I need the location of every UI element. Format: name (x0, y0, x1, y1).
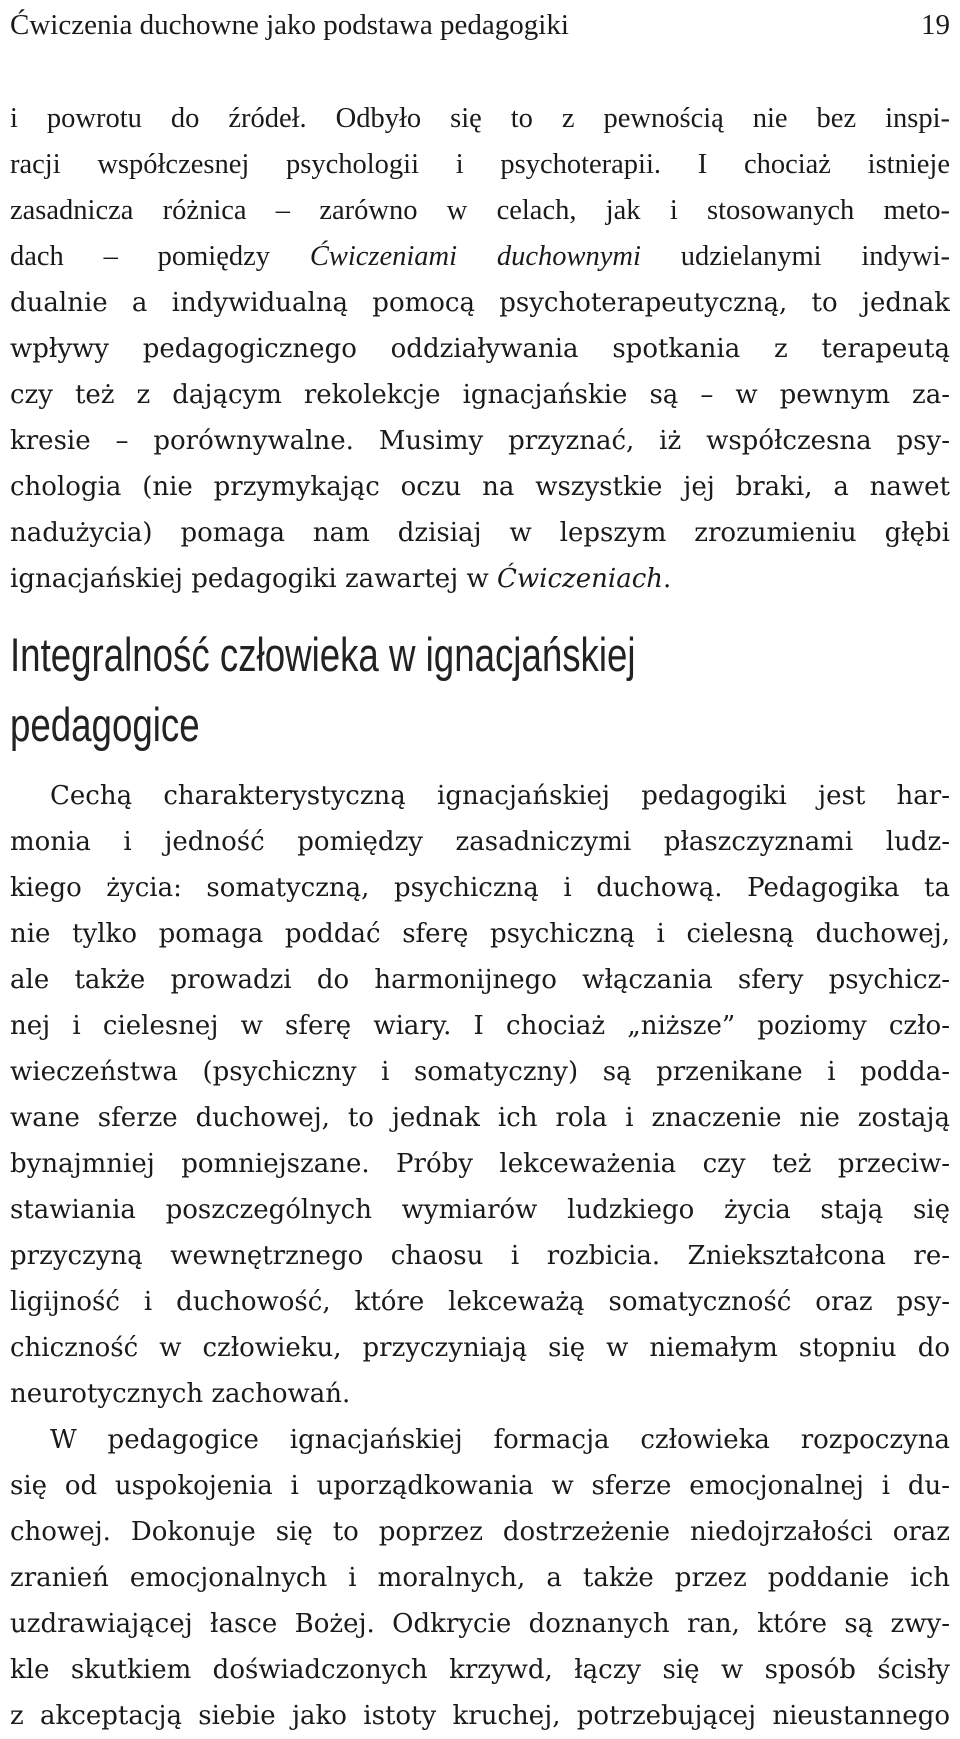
text-line: się od uspokojenia i uporządkowania w sferze emocjonalnej i du- (10, 1471, 950, 1501)
text-line: przyczyną wewnętrznego chaosu i rozbicia. Zniekształcona re- (10, 1241, 950, 1271)
text-line: nie tylko pomaga poddać sferę psychiczną i cielesną duchowej, (10, 919, 950, 949)
section-heading (10, 620, 743, 760)
text-line: zasadnicza różnica – zarówno w celach, jak i stosowanych meto- (10, 195, 950, 226)
text-line: bynajmniej pomniejszane. Próby lekceważenia czy też przeciw- (10, 1149, 950, 1179)
text-line: chowej. Dokonuje się to poprzez dostrzeżenie niedojrzałości oraz (10, 1517, 950, 1547)
paragraph-continuation (10, 96, 950, 602)
text-line: wpływy pedagogicznego oddziaływania spotkania z terapeutą (10, 334, 950, 364)
text-line: czy też z dającym rekolekcje ignacjańskie są – w pewnym za- (10, 380, 950, 410)
text-line: ignacjańskiej pedagogiki zawartej w Ćwiczeniach. (10, 564, 672, 594)
text-line: nej i cielesnej w sferę wiary. I chociaż „niższe” poziomy czło- (10, 1011, 950, 1041)
text-line: kresie – porównywalne. Musimy przyznać, iż współczesna psy- (10, 426, 950, 456)
running-header (10, 4, 950, 46)
text-line: Cechą charakterystyczną ignacjańskiej pedagogiki jest har- (50, 781, 950, 811)
italic-title: Ćwiczeniach (497, 564, 664, 594)
text-line: ligijność i duchowość, które lekceważą somatyczność oraz psy- (10, 1287, 950, 1317)
text-line: kle skutkiem doświadczonych krzywd, łączy się w sposób ścisły (10, 1655, 950, 1685)
text-line: chologia (nie przymykając oczu na wszystkie jej braki, a nawet (10, 472, 950, 502)
paragraph-integrality (10, 773, 950, 1417)
italic-title: Ćwiczeniami duchownymi (309, 241, 641, 272)
text-line: wieczeństwa (psychiczny i somatyczny) są przenikane i podda- (10, 1057, 950, 1087)
section-heading-line: Integralność człowieka w ignacjańskiej (10, 628, 636, 681)
text-line: kiego życia: somatyczną, psychiczną i duchową. Pedagogika ta (10, 873, 950, 903)
text-line: uzdrawiającej łasce Bożej. Odkrycie doznanych ran, które są zwy- (10, 1609, 950, 1639)
text-line: ale także prowadzi do harmonijnego włączania sfery psychicz- (10, 965, 950, 995)
running-header-title: Ćwiczenia duchowne jako podstawa pedagogiki (10, 9, 569, 41)
text-line: monia i jedność pomiędzy zasadniczymi płaszczyznami ludz- (10, 827, 950, 857)
text-line: chiczność w człowieku, przyczyniają się w niemałym stopniu do (10, 1333, 950, 1363)
text-line: i powrotu do źródeł. Odbyło się to z pewnością nie bez inspi- (10, 103, 950, 134)
text-line: stawiania poszczególnych wymiarów ludzkiego życia stają się (10, 1195, 950, 1225)
section-heading-line: pedagogice (10, 698, 200, 751)
text-line: dualnie a indywidualną pomocą psychoterapeutyczną, to jednak (10, 288, 950, 318)
page-number: 19 (921, 9, 950, 41)
text-line: z akceptacją siebie jako istoty kruchej, potrzebującej nieustannego (10, 1701, 950, 1731)
text-line: dach – pomiędzy Ćwiczeniami duchownymi udzielanymi indywi- (10, 241, 950, 272)
text-line: racji współczesnej psychologii i psychoterapii. I chociaż istnieje (10, 149, 950, 180)
text-line: W pedagogice ignacjańskiej formacja człowieka rozpoczyna (50, 1425, 950, 1455)
text-line: nadużycia) pomaga nam dzisiaj w lepszym zrozumieniu głębi (10, 518, 950, 548)
text-line: zranień emocjonalnych i moralnych, a także przez poddanie ich (10, 1563, 950, 1593)
text-line: neurotycznych zachowań. (10, 1379, 351, 1409)
text-line: wane sferze duchowej, to jednak ich rola i znaczenie nie zostają (10, 1103, 950, 1133)
paragraph-formation (10, 1417, 950, 1739)
